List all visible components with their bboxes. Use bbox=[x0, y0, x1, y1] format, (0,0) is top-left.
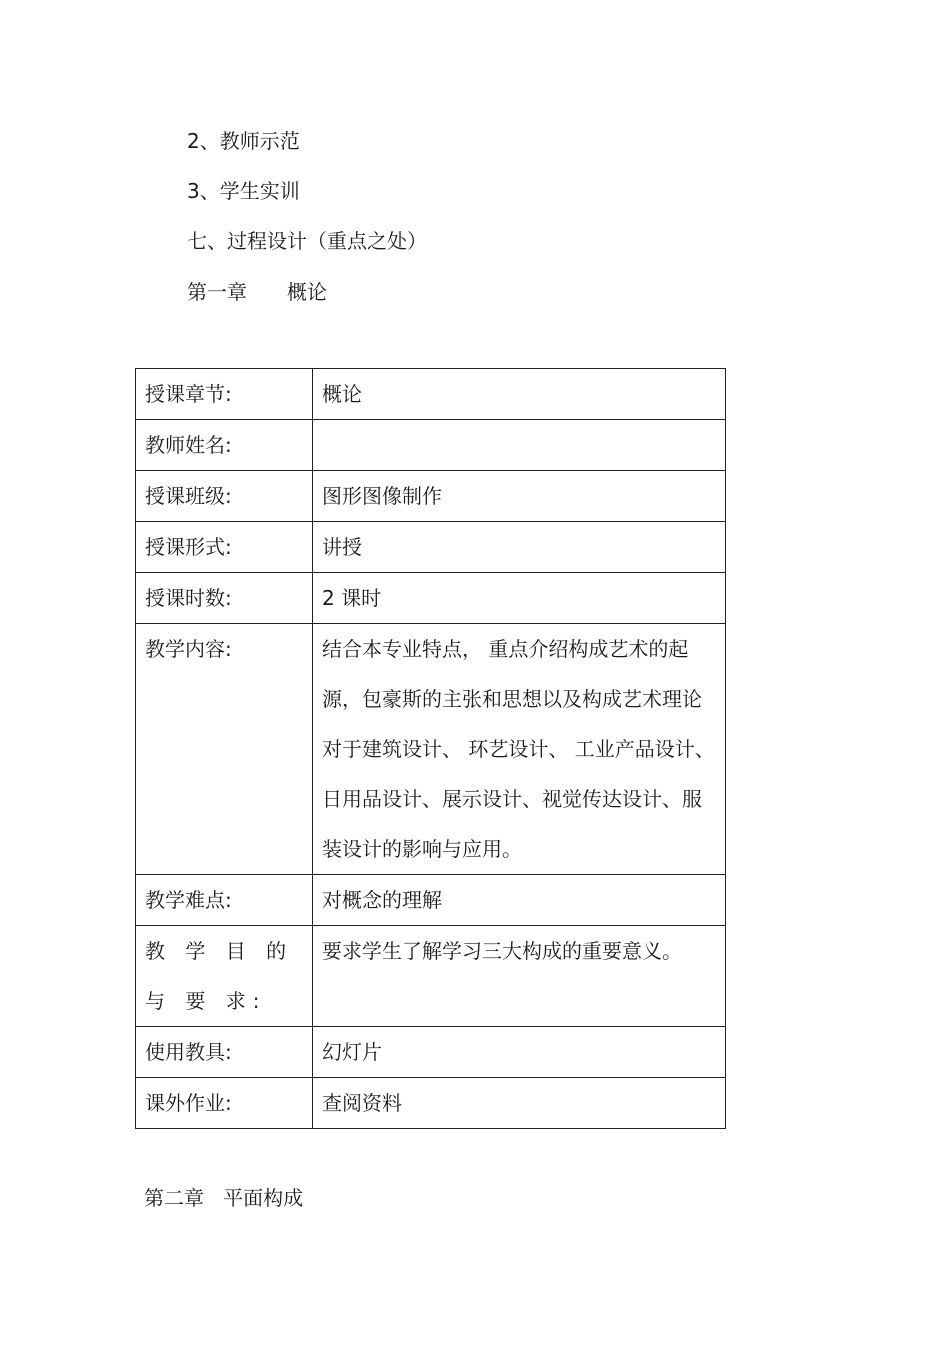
row-label: 教学内容: bbox=[136, 624, 313, 875]
chapter-1-heading bbox=[187, 277, 327, 307]
row-value: 幻灯片 bbox=[313, 1027, 726, 1078]
row-value: 对概念的理解 bbox=[313, 875, 726, 926]
row-value: 2 课时 bbox=[313, 573, 726, 624]
list-item-teacher-demo: 2、教师示范 bbox=[187, 129, 300, 153]
row-label: 使用教具: bbox=[136, 1027, 313, 1078]
course-info-table bbox=[135, 368, 726, 1129]
row-label: 教学难点: bbox=[136, 875, 313, 926]
row-value: 结合本专业特点， 重点介绍构成艺术的起源，包豪斯的主张和思想以及构成艺术理论对于建筑设计、 环艺设计、 工业产品设计、日用品设计、展示设计、视觉传达设计、服装设计的影响与应用。 bbox=[313, 624, 726, 875]
row-value: 要求学生了解学习三大构成的重要意义。 bbox=[313, 926, 726, 1027]
row-label: 教 学 目 的 与 要 求: bbox=[136, 926, 313, 1027]
table-row bbox=[136, 369, 726, 420]
table-row bbox=[136, 1027, 726, 1078]
row-label: 课外作业: bbox=[136, 1078, 313, 1129]
row-value: 查阅资料 bbox=[313, 1078, 726, 1129]
row-label: 教师姓名: bbox=[136, 420, 313, 471]
row-label: 授课时数: bbox=[136, 573, 313, 624]
chapter-2-heading: 第二章 平面构成 bbox=[144, 1186, 304, 1210]
row-value: 图形图像制作 bbox=[313, 471, 726, 522]
table-row bbox=[136, 926, 726, 1027]
row-value bbox=[313, 420, 726, 471]
table-row bbox=[136, 522, 726, 573]
row-label: 授课章节: bbox=[136, 369, 313, 420]
row-value: 概论 bbox=[313, 369, 726, 420]
table-row bbox=[136, 471, 726, 522]
table-row bbox=[136, 420, 726, 471]
chapter-1-title: 概论 bbox=[287, 280, 327, 304]
table-row bbox=[136, 624, 726, 875]
table-row bbox=[136, 875, 726, 926]
section-heading-process-design: 七、过程设计（重点之处） bbox=[187, 229, 427, 253]
list-item-student-training: 3、学生实训 bbox=[187, 179, 300, 203]
table-row bbox=[136, 1078, 726, 1129]
row-label: 授课形式: bbox=[136, 522, 313, 573]
row-label: 授课班级: bbox=[136, 471, 313, 522]
row-value: 讲授 bbox=[313, 522, 726, 573]
chapter-1-prefix: 第一章 bbox=[187, 280, 247, 304]
table-row bbox=[136, 573, 726, 624]
